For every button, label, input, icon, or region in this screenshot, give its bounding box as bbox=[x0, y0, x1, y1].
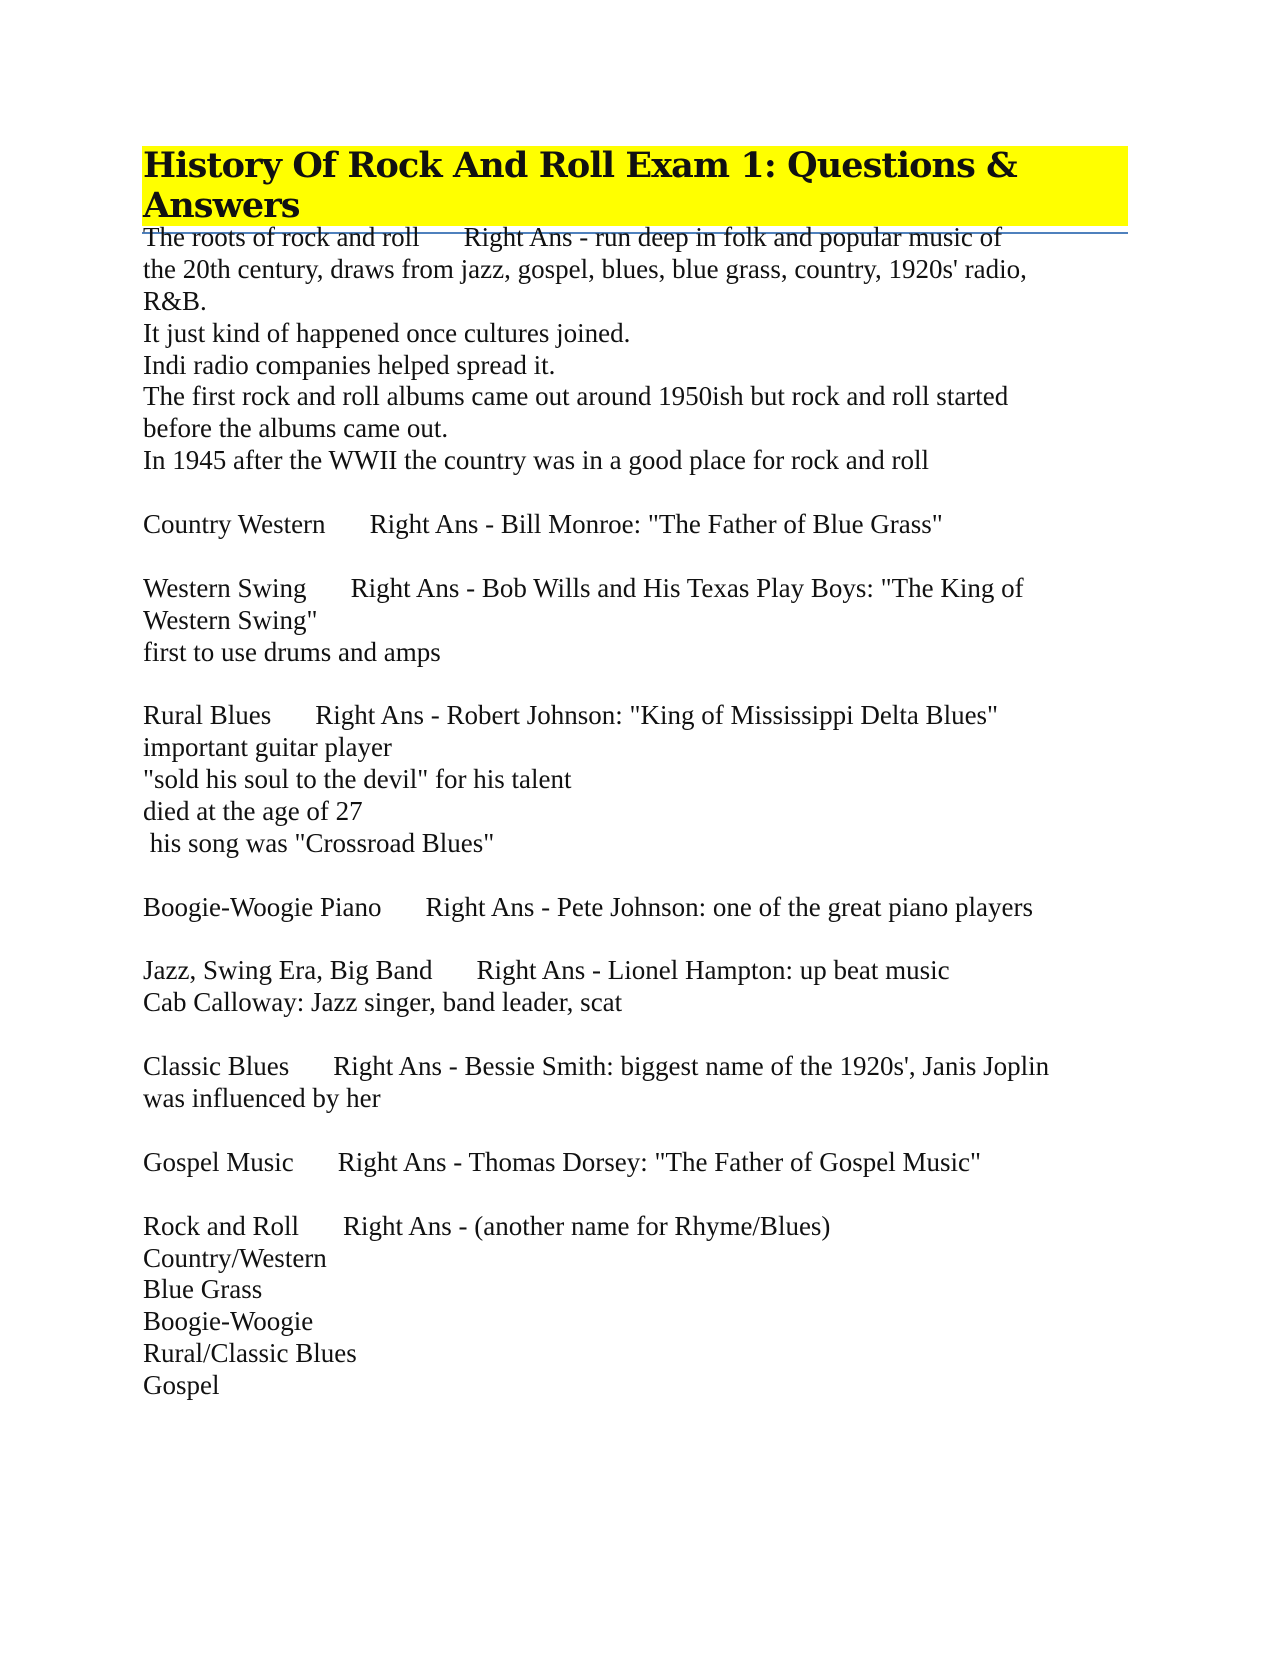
paragraph-spacer bbox=[143, 1115, 1143, 1147]
question-text: Gospel Music bbox=[143, 1146, 294, 1177]
qa-line bbox=[143, 222, 1143, 254]
question-text: Western Swing bbox=[143, 572, 307, 603]
qa-line bbox=[143, 509, 1143, 541]
question-text: Jazz, Swing Era, Big Band bbox=[143, 955, 433, 986]
paragraph-spacer bbox=[143, 1019, 1143, 1051]
question-text: The roots of rock and roll bbox=[143, 222, 420, 252]
answer-continuation: Western Swing" bbox=[143, 604, 318, 635]
answer-continuation: first to use drums and amps bbox=[143, 636, 441, 667]
answer-text: (another name for Rhyme/Blues) bbox=[474, 1210, 831, 1241]
qa-line bbox=[143, 1147, 1143, 1179]
answer-continuation: Cab Calloway: Jazz singer, band leader, scat bbox=[143, 987, 623, 1018]
answer-continuation: Boogie-Woogie bbox=[143, 1306, 314, 1337]
page-title: History Of Rock And Roll Exam 1: Questions & Answers bbox=[142, 146, 1128, 226]
answer-continuation: died at the age of 27 bbox=[143, 796, 363, 827]
answer-text: Pete Johnson: one of the great piano players bbox=[556, 891, 1033, 922]
paragraph-spacer bbox=[143, 668, 1143, 700]
answer-prefix: Right Ans - bbox=[463, 222, 595, 252]
qa-line bbox=[143, 700, 1143, 732]
qa-entry bbox=[143, 222, 1143, 477]
answer-continuation: The first rock and roll albums came out around 1950ish but rock and roll started bbox=[143, 381, 1009, 412]
answer-continuation: was influenced by her bbox=[143, 1083, 381, 1114]
paragraph-spacer bbox=[143, 541, 1143, 573]
answer-text: Bob Wills and His Texas Play Boys: "The King of bbox=[481, 572, 1024, 603]
question-text: Rural Blues bbox=[143, 700, 272, 731]
answer-continuation: It just kind of happened once cultures joined. bbox=[143, 317, 631, 348]
answer-continuation: Gospel bbox=[143, 1370, 220, 1401]
answer-continuation: Blue Grass bbox=[143, 1274, 263, 1305]
answer-prefix: Right Ans - bbox=[343, 1210, 475, 1241]
answer-text: run deep in folk and popular music of bbox=[594, 222, 1003, 252]
answer-prefix: Right Ans - bbox=[337, 1146, 469, 1177]
paragraph-spacer bbox=[143, 860, 1143, 892]
question-text: Classic Blues bbox=[143, 1051, 290, 1082]
answer-continuation: Indi radio companies helped spread it. bbox=[143, 349, 556, 380]
question-text: Boogie-Woogie Piano bbox=[143, 891, 382, 922]
answer-text: Thomas Dorsey: "The Father of Gospel Music" bbox=[468, 1146, 981, 1177]
answer-prefix: Right Ans - bbox=[369, 509, 501, 540]
answer-prefix: Right Ans - bbox=[425, 891, 557, 922]
answer-prefix: Right Ans - bbox=[315, 700, 447, 731]
answer-continuation: his song was "Crossroad Blues" bbox=[143, 827, 495, 858]
answer-continuation: important guitar player bbox=[143, 732, 392, 763]
qa-entry bbox=[143, 892, 1143, 924]
qa-entry bbox=[143, 1051, 1143, 1115]
qa-line bbox=[143, 955, 1143, 987]
qa-line bbox=[143, 1211, 1143, 1243]
answer-text: Robert Johnson: "King of Mississippi Delta Blues" bbox=[446, 700, 999, 731]
paragraph-spacer bbox=[143, 1179, 1143, 1211]
question-text: Country Western bbox=[143, 509, 326, 540]
answer-prefix: Right Ans - bbox=[476, 955, 608, 986]
qa-entry bbox=[143, 509, 1143, 541]
answer-text: Bill Monroe: "The Father of Blue Grass" bbox=[500, 509, 943, 540]
paragraph-spacer bbox=[143, 924, 1143, 956]
answer-text: Lionel Hampton: up beat music bbox=[607, 955, 950, 986]
answer-continuation: Rural/Classic Blues bbox=[143, 1338, 357, 1369]
question-text: Rock and Roll bbox=[143, 1210, 299, 1241]
qa-entry bbox=[143, 955, 1143, 1019]
answer-continuation: R&B. bbox=[143, 285, 207, 316]
answer-prefix: Right Ans - bbox=[333, 1051, 465, 1082]
answer-text: Bessie Smith: biggest name of the 1920s', Janis Joplin bbox=[464, 1051, 1050, 1082]
qa-entry bbox=[143, 700, 1143, 859]
qa-line bbox=[143, 1051, 1143, 1083]
answer-prefix: Right Ans - bbox=[350, 572, 482, 603]
answer-continuation: Country/Western bbox=[143, 1242, 327, 1273]
title-block bbox=[142, 146, 1128, 234]
qa-line bbox=[143, 573, 1143, 605]
qa-entry bbox=[143, 1147, 1143, 1179]
answer-continuation: before the albums came out. bbox=[143, 413, 449, 444]
answer-continuation: the 20th century, draws from jazz, gospel, blues, blue grass, country, 1920s' radio, bbox=[143, 253, 1027, 284]
paragraph-spacer bbox=[143, 477, 1143, 509]
qa-entry bbox=[143, 1211, 1143, 1402]
answer-continuation: In 1945 after the WWII the country was in a good place for rock and roll bbox=[143, 445, 929, 476]
qa-entry bbox=[143, 573, 1143, 669]
answer-continuation: "sold his soul to the devil" for his talent bbox=[143, 764, 572, 795]
document-body bbox=[143, 222, 1143, 1402]
qa-line bbox=[143, 892, 1143, 924]
